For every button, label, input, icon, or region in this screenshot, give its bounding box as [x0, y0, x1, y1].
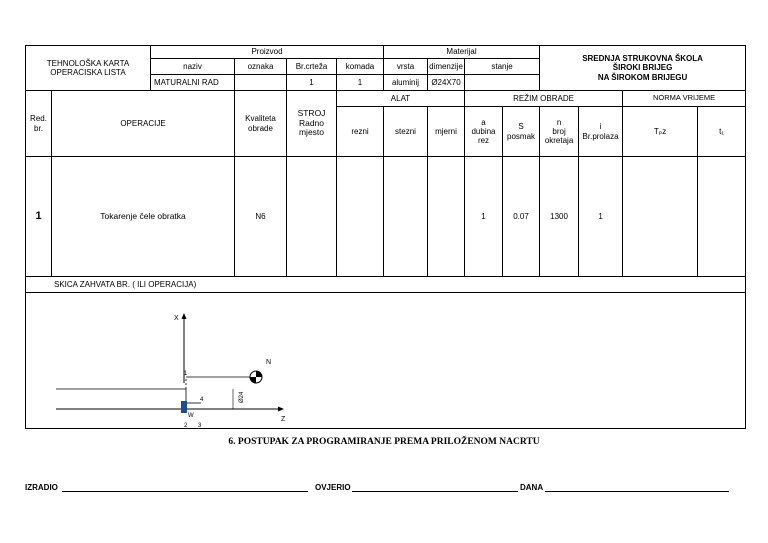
vrsta-label: vrsta	[384, 59, 428, 75]
kvaliteta-header: Kvaliteta obrade	[235, 91, 287, 157]
komada-label: komada	[337, 59, 384, 75]
dana-label: DANA	[520, 483, 544, 492]
x-axis-arrow	[182, 313, 187, 319]
stroj-header: STROJ Radno mjesto	[287, 91, 337, 157]
op-name: Tokarenje čele obratka	[52, 157, 235, 277]
op-rezni	[337, 157, 384, 277]
op-mjerni	[428, 157, 465, 277]
stanje-value	[465, 75, 540, 91]
point-1-label: 1	[184, 371, 188, 377]
x-axis-label: X	[174, 315, 179, 322]
dana-line	[545, 491, 729, 492]
z-axis-arrow	[278, 407, 284, 412]
izradio-line	[62, 491, 308, 492]
proizvod-header: Proizvod	[151, 46, 384, 59]
point-2-label: 2	[184, 423, 188, 428]
rezim-header: REŽIM OBRADE	[465, 91, 623, 107]
school-name: SREDNJA STRUKOVNA ŠKOLA ŠIROKI BRIJEG NA ŠIROKOM BRIJEGU	[540, 46, 746, 91]
section-title: 6. POSTUPAK ZA PROGRAMIRANJE PREMA PRILOŽENOM NACRTU	[228, 437, 540, 447]
point-3-label: 3	[198, 423, 202, 428]
red-br-header: Red. br.	[26, 91, 52, 157]
operation-sheet-table	[25, 45, 746, 429]
n-point-quadrant-1	[256, 371, 262, 377]
dimenzije-label: dimenzije	[428, 59, 465, 75]
br-crteza-label: Br.crteža	[287, 59, 337, 75]
op-stroj	[287, 157, 337, 277]
materijal-header: Materijal	[384, 46, 540, 59]
operacije-header: OPERACIJE	[52, 91, 235, 157]
sheet-title: TEHNOLOŠKA KARTA OPERACISKA LISTA	[26, 46, 151, 91]
br-crteza-value: 1	[287, 75, 337, 91]
rezni-header: rezni	[337, 107, 384, 157]
op-kvaliteta: N6	[235, 157, 287, 277]
ovjerio-line	[352, 491, 518, 492]
t1-header: t₁	[698, 107, 746, 157]
naziv-label: naziv	[151, 59, 235, 75]
w-point-icon	[181, 401, 187, 413]
op-a: 1	[465, 157, 503, 277]
diameter-label: Ø24	[239, 391, 245, 403]
table-row	[26, 157, 746, 277]
s-header: S posmak	[503, 107, 540, 157]
izradio-label: IZRADIO	[25, 483, 58, 492]
i-header: i Br.prolaza	[579, 107, 623, 157]
vrsta-value: aluminij	[384, 75, 428, 91]
a-header: a dubina rez	[465, 107, 503, 157]
w-point-label: W	[188, 413, 194, 419]
op-t1	[698, 157, 746, 277]
sketch-drawing	[26, 293, 726, 428]
alat-header: ALAT	[337, 91, 465, 107]
oznaka-label: oznaka	[235, 59, 287, 75]
n-point-quadrant-2	[250, 377, 256, 383]
sketch-caption: SKICA ZAHVATA BR. ( ILI OPERACIJA)	[26, 277, 746, 293]
stanje-label: stanje	[465, 59, 540, 75]
tpz-header: Tₚz	[623, 107, 698, 157]
n-header: n broj okretaja	[540, 107, 579, 157]
komada-value: 1	[337, 75, 384, 91]
norma-header: NORMA VRIJEME	[623, 91, 746, 107]
oznaka-value	[235, 75, 287, 91]
z-axis-label: Z	[281, 416, 286, 423]
ovjerio-label: OVJERIO	[315, 483, 351, 492]
sketch-area	[26, 293, 746, 429]
stezni-header: stezni	[384, 107, 428, 157]
point-4-label: 4	[200, 397, 204, 403]
op-s: 0.07	[503, 157, 540, 277]
naziv-value: MATURALNI RAD	[151, 75, 235, 91]
dimenzije-value: Ø24X70	[428, 75, 465, 91]
op-red-br: 1	[26, 157, 52, 277]
op-n: 1300	[540, 157, 579, 277]
op-tpz	[623, 157, 698, 277]
n-point-label: N	[266, 359, 272, 366]
op-stezni	[384, 157, 428, 277]
op-i: 1	[579, 157, 623, 277]
mjerni-header: mjerni	[428, 107, 465, 157]
